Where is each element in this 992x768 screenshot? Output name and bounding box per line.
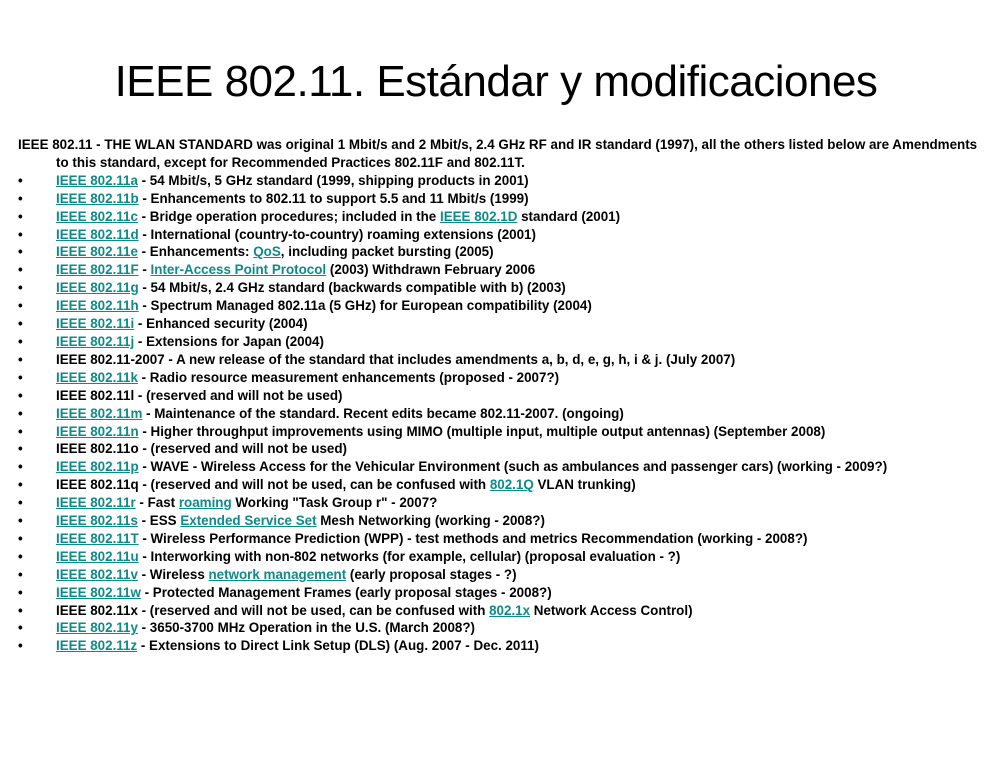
bullet-icon: • xyxy=(18,190,23,206)
bullet-icon: • xyxy=(18,638,23,654)
bullet-icon: • xyxy=(18,244,23,260)
standard-link[interactable]: IEEE 802.11T xyxy=(56,530,139,546)
standard-link[interactable]: IEEE 802.11e xyxy=(56,244,138,260)
item-text: - xyxy=(138,262,151,278)
item-text: - Spectrum Managed 802.11a (5 GHz) for European compatibility (2004) xyxy=(138,298,592,314)
bullet-icon: • xyxy=(18,620,23,636)
standard-link[interactable]: IEEE 802.11g xyxy=(56,280,139,296)
item-text: (2003) Withdrawn February 2006 xyxy=(326,262,536,278)
item-text: - WAVE - Wireless Access for the Vehicular Environment (such as ambulances and passenger cars) (working - 2009?) xyxy=(138,459,888,475)
bullet-icon: • xyxy=(18,423,23,439)
item-text: - Extensions for Japan (2004) xyxy=(134,333,324,349)
standard-link[interactable]: IEEE 802.11v xyxy=(56,566,138,582)
list-item xyxy=(18,423,980,441)
standard-link[interactable]: IEEE 802.11n xyxy=(56,423,139,439)
list-item xyxy=(18,602,980,620)
list-item xyxy=(18,530,980,548)
standard-link[interactable]: IEEE 802.11r xyxy=(56,495,136,511)
standard-link[interactable]: IEEE 802.11h xyxy=(56,298,139,314)
standard-link[interactable]: IEEE 802.11s xyxy=(56,513,138,529)
item-text: IEEE 802.11-2007 - A new release of the standard that includes amendments a, b, d, e, g, h, i & j. (July 2007) xyxy=(56,351,736,367)
bullet-icon: • xyxy=(18,298,23,314)
list-item xyxy=(18,279,980,297)
list-item xyxy=(18,512,980,530)
bullet-icon: • xyxy=(18,316,23,332)
list-item xyxy=(18,297,980,315)
list-item xyxy=(18,548,980,566)
bullet-icon: • xyxy=(18,602,23,618)
bullet-icon: • xyxy=(18,226,23,242)
slide-title: IEEE 802.11. Estándar y modificaciones xyxy=(114,57,878,106)
list-item xyxy=(18,333,980,351)
bullet-icon: • xyxy=(18,351,23,367)
standard-link[interactable]: IEEE 802.11i xyxy=(56,316,135,332)
item-text: - Maintenance of the standard. Recent edits became 802.11-2007. (ongoing) xyxy=(142,405,624,421)
standard-link[interactable]: IEEE 802.1D xyxy=(439,208,518,224)
list-item xyxy=(18,226,980,244)
bullet-icon: • xyxy=(18,584,23,600)
bullet-icon: • xyxy=(18,477,23,493)
bullet-icon: • xyxy=(18,262,23,278)
list-item xyxy=(18,261,980,279)
item-text: - Higher throughput improvements using MIMO (multiple input, multiple output antennas) (September 2008) xyxy=(138,423,826,439)
item-text: IEEE 802.11l - (reserved and will not be used) xyxy=(56,387,343,403)
list-item xyxy=(18,243,980,261)
list-item xyxy=(18,387,980,405)
item-text: - Bridge operation procedures; included in the xyxy=(137,208,440,224)
item-text: - Protected Management Frames (early proposal stages - 2008?) xyxy=(140,584,552,600)
item-text: - ESS xyxy=(137,513,181,529)
item-text: - Wireless xyxy=(137,566,209,582)
item-text: - International (country-to-country) roaming extensions (2001) xyxy=(138,226,536,242)
bullet-icon: • xyxy=(18,566,23,582)
item-text: - Interworking with non-802 networks (for example, cellular) (proposal evaluation - ?) xyxy=(138,548,681,564)
item-text: IEEE 802.11q - (reserved and will not be used, can be confused with xyxy=(56,477,490,493)
standard-link[interactable]: Inter-Access Point Protocol xyxy=(150,262,327,278)
item-text: - Extensions to Direct Link Setup (DLS) (Aug. 2007 - Dec. 2011) xyxy=(137,638,539,654)
standard-link[interactable]: IEEE 802.11F xyxy=(56,262,139,278)
list-item xyxy=(18,405,980,423)
bullet-icon: • xyxy=(18,495,23,511)
bullet-icon: • xyxy=(18,530,23,546)
standard-link[interactable]: 802.1x xyxy=(489,602,531,618)
standard-link[interactable]: QoS xyxy=(253,244,281,260)
bullet-icon: • xyxy=(18,369,23,385)
list-item xyxy=(18,208,980,226)
standard-link[interactable]: IEEE 802.11m xyxy=(56,405,143,421)
item-text: - Wireless Performance Prediction (WPP) - test methods and metrics Recommendation (working - 2008?) xyxy=(138,530,808,546)
item-text: (early proposal stages - ?) xyxy=(346,566,517,582)
standard-link[interactable]: IEEE 802.11a xyxy=(56,172,138,188)
list-item xyxy=(18,458,980,476)
item-text: IEEE 802.11x - (reserved and will not be used, can be confused with xyxy=(56,602,490,618)
bullet-icon: • xyxy=(18,280,23,296)
bullet-icon: • xyxy=(18,441,23,457)
bullet-icon: • xyxy=(18,548,23,564)
standard-link[interactable]: IEEE 802.11u xyxy=(56,548,139,564)
list-item xyxy=(18,440,980,458)
list-item xyxy=(18,619,980,637)
bullet-icon: • xyxy=(18,387,23,403)
bullet-icon: • xyxy=(18,208,23,224)
item-text: - Fast xyxy=(135,495,179,511)
standard-link[interactable]: 802.1Q xyxy=(489,477,534,493)
list-item xyxy=(18,190,980,208)
intro-paragraph: IEEE 802.11 - THE WLAN STANDARD was original 1 Mbit/s and 2 Mbit/s, 2.4 GHz RF and IR standard (1997), all the others listed below are Amendments to this standard, except for Recommended Practices 802.11F and 802.11T. xyxy=(18,137,978,170)
amendments-list xyxy=(18,172,980,655)
item-text: - Enhanced security (2004) xyxy=(134,316,308,332)
bullet-icon: • xyxy=(18,513,23,529)
item-text: standard (2001) xyxy=(517,208,621,224)
standard-link[interactable]: IEEE 802.11j xyxy=(56,333,135,349)
item-text: VLAN trunking) xyxy=(533,477,636,493)
list-item xyxy=(18,637,980,655)
list-item xyxy=(18,351,980,369)
standard-link[interactable]: IEEE 802.11c xyxy=(56,208,138,224)
bullet-icon: • xyxy=(18,405,23,421)
standard-link[interactable]: roaming xyxy=(178,495,232,511)
bullet-icon: • xyxy=(18,172,23,188)
item-text: Network Access Control) xyxy=(530,602,693,618)
standard-link[interactable]: IEEE 802.11b xyxy=(56,190,139,206)
item-text: - Radio resource measurement enhancements (proposed - 2007?) xyxy=(137,369,560,385)
list-item xyxy=(18,584,980,602)
standard-link[interactable]: IEEE 802.11d xyxy=(56,226,139,242)
item-text: - 54 Mbit/s, 5 GHz standard (1999, shipping products in 2001) xyxy=(137,172,529,188)
standard-link[interactable]: IEEE 802.11w xyxy=(56,584,141,600)
standard-link[interactable]: IEEE 802.11p xyxy=(56,459,139,475)
list-item xyxy=(18,172,980,190)
standard-link[interactable]: IEEE 802.11z xyxy=(56,638,138,654)
standard-link[interactable]: IEEE 802.11y xyxy=(56,620,138,636)
list-item xyxy=(18,494,980,512)
item-text: Working "Task Group r" - 2007? xyxy=(231,495,438,511)
item-text: , including packet bursting (2005) xyxy=(280,244,494,260)
list-item xyxy=(18,315,980,333)
item-text: - Enhancements to 802.11 to support 5.5 and 11 Mbit/s (1999) xyxy=(138,190,529,206)
bullet-icon: • xyxy=(18,333,23,349)
item-text: - 3650-3700 MHz Operation in the U.S. (March 2008?) xyxy=(137,620,475,636)
list-item xyxy=(18,369,980,387)
item-text: Mesh Networking (working - 2008?) xyxy=(316,513,545,529)
list-item xyxy=(18,566,980,584)
slide-content xyxy=(18,136,980,655)
item-text: - Enhancements: xyxy=(137,244,254,260)
item-text: - 54 Mbit/s, 2.4 GHz standard (backwards compatible with b) (2003) xyxy=(138,280,566,296)
standard-link[interactable]: network management xyxy=(208,566,347,582)
bullet-icon: • xyxy=(18,459,23,475)
standard-link[interactable]: Extended Service Set xyxy=(180,513,317,529)
standard-link[interactable]: IEEE 802.11k xyxy=(56,369,138,385)
list-item xyxy=(18,476,980,494)
item-text: IEEE 802.11o - (reserved and will not be used) xyxy=(56,441,347,457)
